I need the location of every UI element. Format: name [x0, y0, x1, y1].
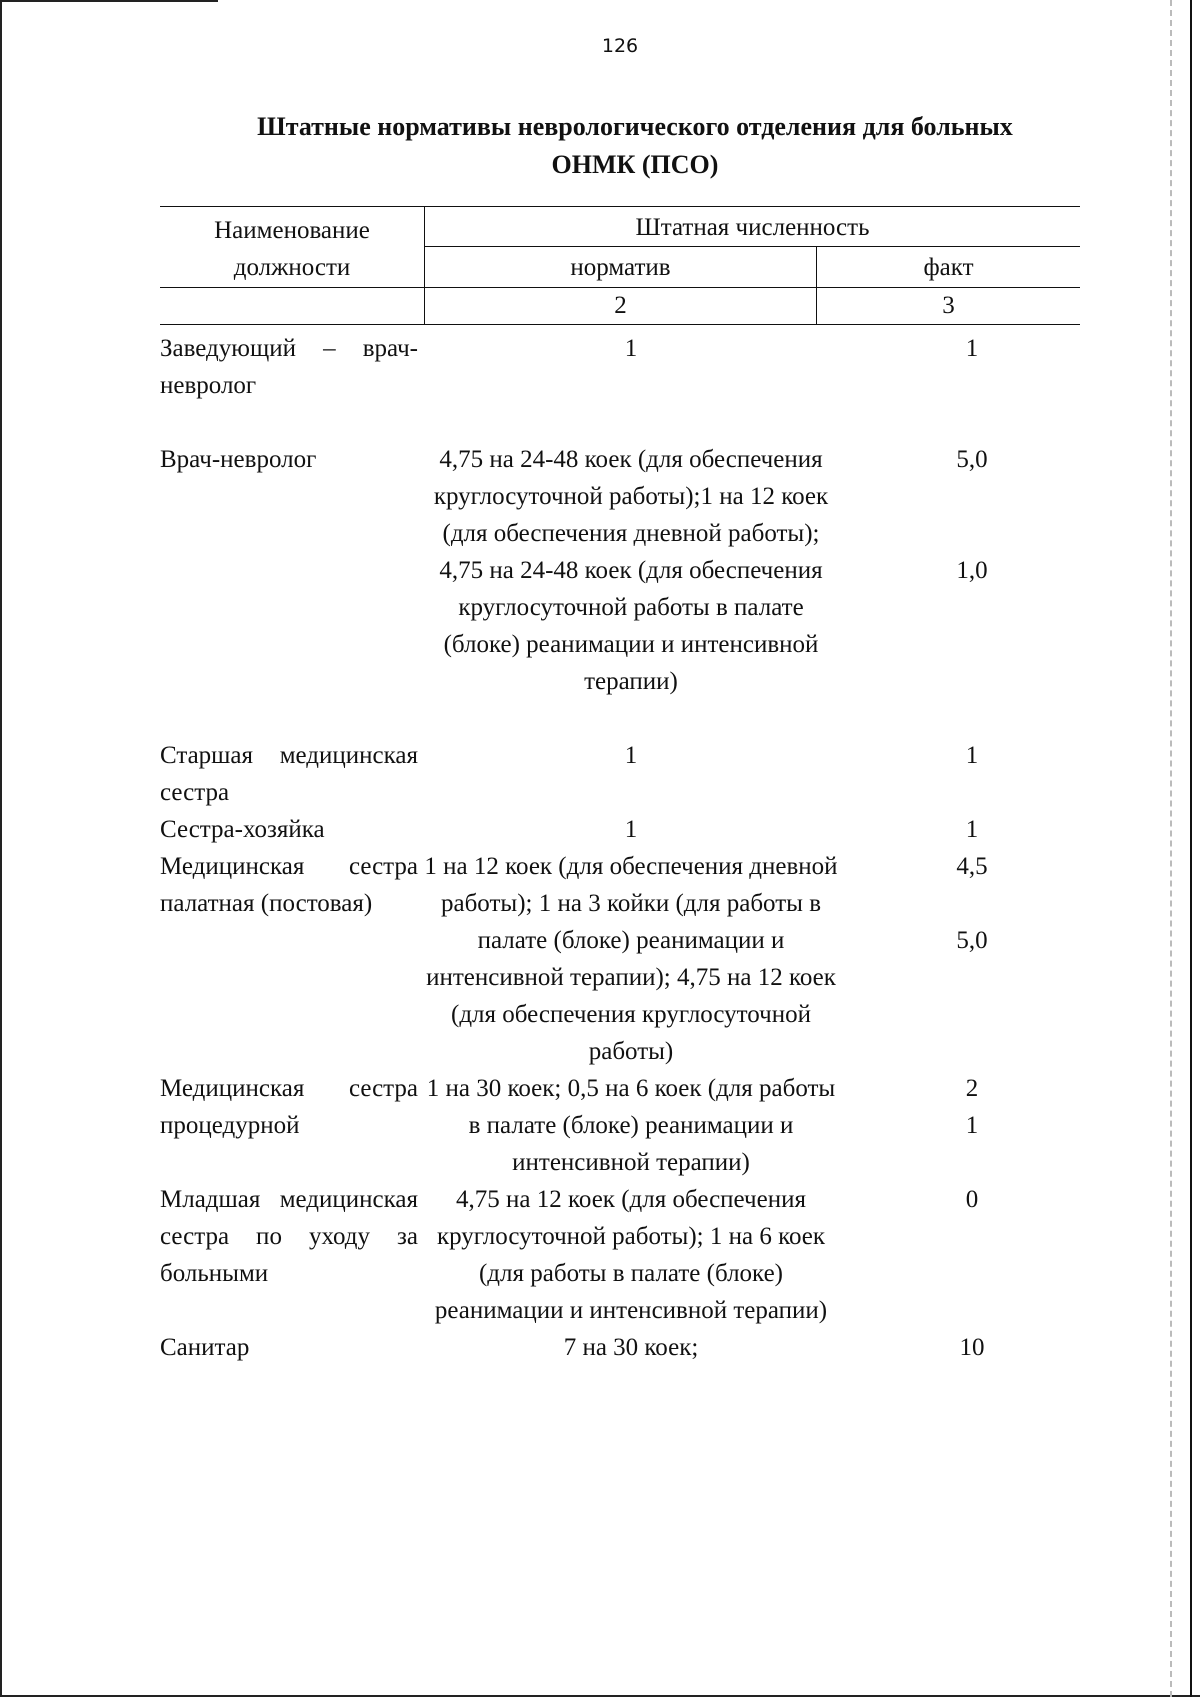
fact-value: 2: [965, 1075, 979, 1102]
cell-fact: [844, 441, 1100, 589]
fact-value: 1,0: [956, 557, 988, 584]
number-row-rule: [160, 324, 1080, 325]
document-title: [160, 108, 1110, 184]
cell-position: Сестра-хозяйка: [160, 816, 325, 843]
cell-fact: [844, 1329, 1100, 1366]
header-position-line-2: должности: [233, 254, 351, 281]
cell-position: Врач-невролог: [160, 446, 317, 473]
cell-position: Медицинская сестра палатная (постовая): [160, 853, 418, 917]
cell-fact: [844, 848, 1100, 959]
cell-position: Медицинская сестра процедурной: [160, 1075, 418, 1139]
header-fact: факт: [923, 254, 974, 281]
header-position-line-1: Наименование: [214, 217, 370, 244]
table-row: [160, 1070, 1100, 1181]
cell-position: Младшая медицинская сестра по уходу за больными: [160, 1186, 418, 1287]
cell-norm: 7 на 30 коек;: [563, 1334, 699, 1361]
fact-value: 5,0: [956, 446, 988, 473]
fact-value: 5,0: [956, 927, 988, 954]
cell-fact: [844, 811, 1100, 848]
table-row: [160, 1329, 1100, 1366]
cell-norm: 1: [624, 742, 638, 769]
fact-value: 1: [965, 1112, 979, 1139]
table-row: [160, 848, 1100, 1070]
cell-fact: [844, 330, 1100, 367]
cell-norm: 1: [624, 335, 638, 362]
fact-value: 1: [965, 742, 979, 769]
page-number: 126: [601, 35, 639, 57]
cell-position: Заведующий – врач-невролог: [160, 335, 418, 399]
cell-norm: 1 на 30 коек; 0,5 на 6 коек (для работы в палате (блоке) реанимации и интенсивной терапии): [426, 1075, 836, 1176]
title-line-1: Штатные нормативы неврологического отделения для больных: [257, 112, 1013, 141]
fact-value: 1: [965, 816, 979, 843]
fact-value: 0: [965, 1186, 979, 1213]
table-top-rule: [160, 206, 1080, 207]
fact-value: 10: [959, 1334, 985, 1361]
scan-edge-left: [0, 0, 2, 1697]
header-col2-number: 2: [614, 292, 627, 319]
cell-fact: [844, 1181, 1100, 1218]
table-row: [160, 441, 1100, 700]
cell-fact: [844, 1070, 1100, 1144]
table-row: [160, 811, 1100, 848]
fact-value: 4,5: [956, 853, 988, 880]
header-staffing: Штатная численность: [635, 214, 870, 241]
header-position: [160, 212, 424, 286]
header-sub-rule: [425, 246, 1080, 247]
table-row: [160, 330, 1100, 404]
cell-fact: [844, 737, 1100, 774]
header-col3-number: 3: [942, 292, 955, 319]
staffing-table-body: [160, 330, 1100, 1366]
cell-norm: 4,75 на 24-48 коек (для обеспечения круглосуточной работы);1 на 12 коек (для обеспечения дневной работы); 4,75 на 24-48 коек (для обеспечения круглосуточной работы в палате (блоке) реанимации и интенсивной терапии): [433, 446, 829, 695]
header-norm: норматив: [570, 254, 671, 281]
table-row: [160, 1181, 1100, 1329]
cell-position: Старшая медицинская сестра: [160, 742, 418, 806]
fact-value: 1: [965, 335, 979, 362]
cell-norm: 4,75 на 12 коек (для обеспечения круглосуточной работы); 1 на 6 коек (для работы в палате (блоке) реанимации и интенсивной терапии): [434, 1186, 828, 1324]
title-line-2: ОНМК (ПСО): [551, 150, 719, 179]
table-row: [160, 737, 1100, 811]
scan-edge-right: [1190, 0, 1192, 1697]
cell-norm: 1 на 12 коек (для обеспечения дневной работы); 1 на 3 койки (для работы в палате (блоке) реанимации и интенсивной терапии); 4,75 на 12 коек (для обеспечения круглосуточной работы): [424, 853, 838, 1065]
scan-edge-top: [0, 0, 218, 2]
cell-norm: 1: [624, 816, 638, 843]
cell-position: Санитар: [160, 1334, 250, 1361]
scan-edge-right-dashed: [1170, 0, 1172, 1697]
